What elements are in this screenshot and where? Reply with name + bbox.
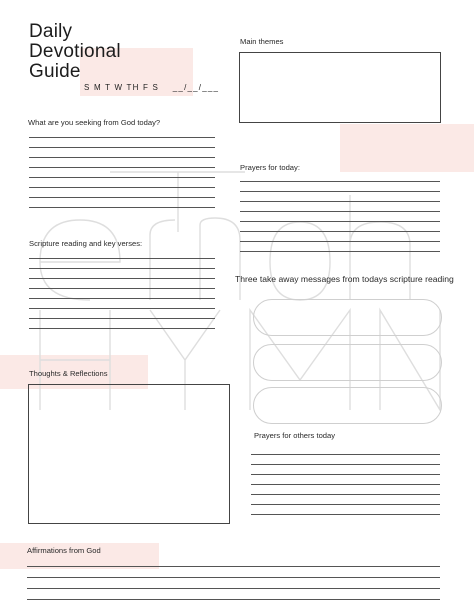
thoughts-label: Thoughts & Reflections (29, 369, 108, 378)
affirmations-label: Affirmations from God (27, 546, 101, 555)
thoughts-box[interactable] (28, 384, 230, 524)
takeaway-pill-1[interactable] (253, 299, 442, 336)
main-themes-label: Main themes (240, 37, 284, 46)
right-accent (340, 124, 474, 172)
prayers-others-lines[interactable] (251, 454, 440, 524)
scripture-label: Scripture reading and key verses: (29, 239, 143, 248)
date-blank: __/__/___ (172, 83, 220, 92)
title-line-2: Devotional (29, 41, 121, 62)
seeking-label: What are you seeking from God today? (28, 118, 161, 127)
days-of-week: S M T W TH F S (84, 83, 160, 92)
seeking-lines[interactable] (29, 137, 215, 217)
scripture-lines[interactable] (29, 258, 215, 338)
title-line-1: Daily (29, 21, 73, 42)
takeaway-pill-3[interactable] (253, 387, 442, 424)
day-selector[interactable] (84, 83, 219, 92)
main-themes-box[interactable] (239, 52, 441, 123)
title-line-3: Guide (29, 61, 81, 82)
prayers-today-lines[interactable] (240, 181, 440, 261)
takeaways-label: Three take away messages from todays scripture reading (235, 274, 454, 284)
affirmations-lines[interactable] (27, 566, 440, 610)
takeaway-pill-2[interactable] (253, 344, 442, 381)
prayers-today-label: Prayers for today: (240, 163, 300, 172)
prayers-others-label: Prayers for others today (254, 431, 336, 440)
